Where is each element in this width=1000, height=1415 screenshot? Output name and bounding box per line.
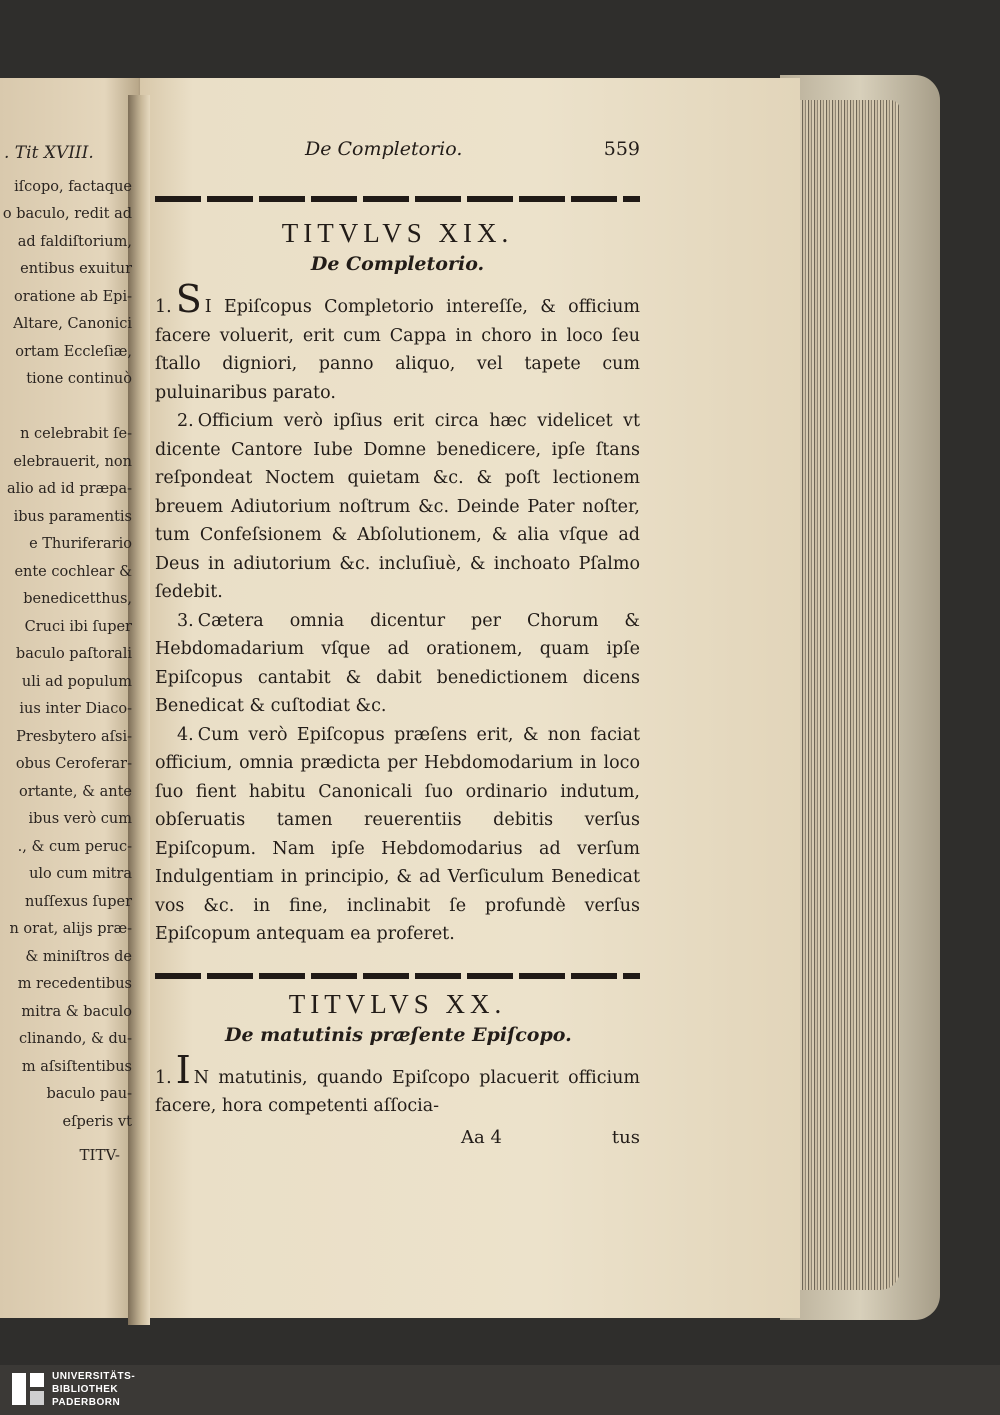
catchword: tus	[611, 1126, 640, 1148]
section-body	[155, 277, 640, 949]
ornamental-rule	[155, 973, 640, 979]
page-foot	[155, 1127, 640, 1148]
paragraph-text: Cætera omnia dicentur per Chorum & Hebdomadarium vſque ad orationem, quam ipſe Epiſcopus cantabit & dabit benedictionem dicens Benedicat & cuſtodiat &c.	[155, 610, 640, 716]
left-page-line: m aſsiſtentibus	[21, 1058, 132, 1075]
left-page-line: ., & cum peruc-	[17, 838, 132, 855]
left-page-line: uli ad populum	[21, 673, 132, 690]
section-title: TITVLVS XX.	[288, 988, 507, 1019]
left-page-line: baculo pau-	[46, 1086, 132, 1102]
signature-mark: Aa 4	[461, 1126, 502, 1148]
left-page-line	[0, 394, 132, 422]
left-page-line: ibus verò cum	[28, 811, 132, 827]
left-page-line: Altare, Canonici	[13, 316, 132, 332]
paragraph-text: Officium verò ipſius erit circa hæc videlicet vt dicente Cantore Iube Domne benedicere, ipſe ſtans reſpondeat Noctem quietam &c. & poſt lectionem breuem Adiutorium noſtrum &c. Deinde Pater noſter, tum Confeſsionem & Abſolutionem, & alia vſque ad Deus in adiutorium &c. incluſiuè, & inchoato Pſalmo ſedebit.	[155, 411, 640, 602]
left-page-line: iſcopo, factaque	[14, 178, 132, 195]
paragraph-text: Cum verò Epiſcopus præſens erit, & non faciat officium, omnia prædicta per Hebdomodarium in loco ſuo fient habitu Canonicali ſuo ordinario indutum, obſeruatis tamen reuerentiis debitis verſus Epiſcopum. Nam ipſe Hebdomodarius ad verſum Indulgentiam in principio, & ad Verſiculum Benedicat vos &c. in fine, inclinabit ſe profundè verſus Epiſcopum antequam ea proferet.	[155, 724, 640, 944]
library-name-line: PADERBORN	[52, 1397, 121, 1408]
library-name	[52, 1370, 135, 1409]
running-head-title: De Completorio.	[305, 138, 463, 160]
left-page-line: obus Ceroferar-	[15, 756, 132, 772]
left-page-line: e Thuriferario	[29, 536, 132, 552]
left-page-line: ente cochlear &	[14, 563, 132, 580]
left-catchword: TITV-	[79, 1146, 120, 1164]
section-subtitle: De Completorio.	[310, 253, 485, 275]
left-page-line: ulo cum mitra	[29, 866, 132, 882]
initial-capital: I	[175, 1047, 191, 1092]
section-title: TITVLVS XIX.	[281, 218, 514, 248]
left-page-line: ortante, & ante	[18, 783, 132, 800]
left-page-line: Cruci ibi ſuper	[24, 618, 132, 635]
left-page-line: ad faldiſtorium,	[17, 233, 132, 250]
page-block-edges	[785, 100, 900, 1290]
paragraph	[155, 607, 640, 721]
left-page-text	[0, 140, 132, 1170]
left-page-line: n orat, alijs præ-	[9, 921, 132, 937]
left-page-line: benedicetthus,	[23, 591, 132, 607]
paragraph	[155, 721, 640, 949]
left-page-line: ortam Eccleſiæ,	[15, 343, 132, 360]
left-page-line: m recedentibus	[17, 976, 132, 992]
left-page-line: baculo paſtorali	[15, 646, 132, 662]
left-page-line: Presbytero aſsi-	[16, 728, 132, 745]
paragraph-text: I Epiſcopus Completorio intereſſe, & officium facere voluerit, erit cum Cappa in choro in loco ſeu ſtallo digniori, panno aliquo, vel tapete cum puluinaribus parato.	[155, 297, 640, 403]
library-footer	[0, 1365, 1000, 1415]
left-page-line: eſperis vt	[62, 1113, 132, 1130]
left-page-line: ius inter Diaco-	[19, 701, 132, 717]
paragraph-number: 1.	[155, 297, 172, 317]
running-head	[155, 138, 640, 160]
left-page-line: mitra & baculo	[21, 1003, 132, 1020]
paragraph	[155, 277, 640, 407]
library-name-line: UNIVERSITÄTS-	[52, 1371, 136, 1382]
paragraph-text: N matutinis, quando Epiſcopo placuerit officium facere, hora competenti aſſocia-	[155, 1067, 640, 1116]
left-running-head: . Tit XVIII.	[4, 143, 94, 163]
left-page-line: nuſſexus ſuper	[24, 893, 132, 910]
right-page-content	[155, 138, 640, 1148]
library-logo-icon	[10, 1369, 46, 1409]
left-page-line: oratione ab Epi-	[14, 288, 132, 305]
paragraph-number: 3.	[177, 610, 194, 631]
paragraph-number: 2.	[177, 411, 194, 431]
left-page-line: tione continuò	[26, 371, 132, 387]
left-page-line: ibus paramentis	[13, 508, 132, 525]
paragraph-number: 1.	[155, 1067, 172, 1088]
section-subtitle: De matutinis præſente Epiſcopo.	[225, 1023, 572, 1046]
left-page-line: & miniſtros de	[25, 948, 132, 965]
paragraph-number: 4.	[177, 724, 194, 745]
paragraph	[155, 407, 640, 607]
left-page-line: n celebrabit ſe-	[20, 426, 132, 442]
library-name-line: BIBLIOTHEK	[52, 1384, 119, 1395]
left-page-line: clinando, & du-	[19, 1031, 132, 1047]
paragraph	[155, 1047, 640, 1121]
left-page-line: o baculo, redit ad	[2, 206, 132, 222]
initial-capital: S	[175, 277, 202, 321]
page-number: 559	[603, 138, 640, 160]
left-page-line: entibus exuitur	[20, 261, 132, 277]
ornamental-rule	[155, 196, 640, 202]
section-body	[155, 1047, 640, 1121]
left-page-line: alio ad id præpa-	[7, 481, 132, 497]
left-page-line: elebrauerit, non	[13, 453, 132, 470]
